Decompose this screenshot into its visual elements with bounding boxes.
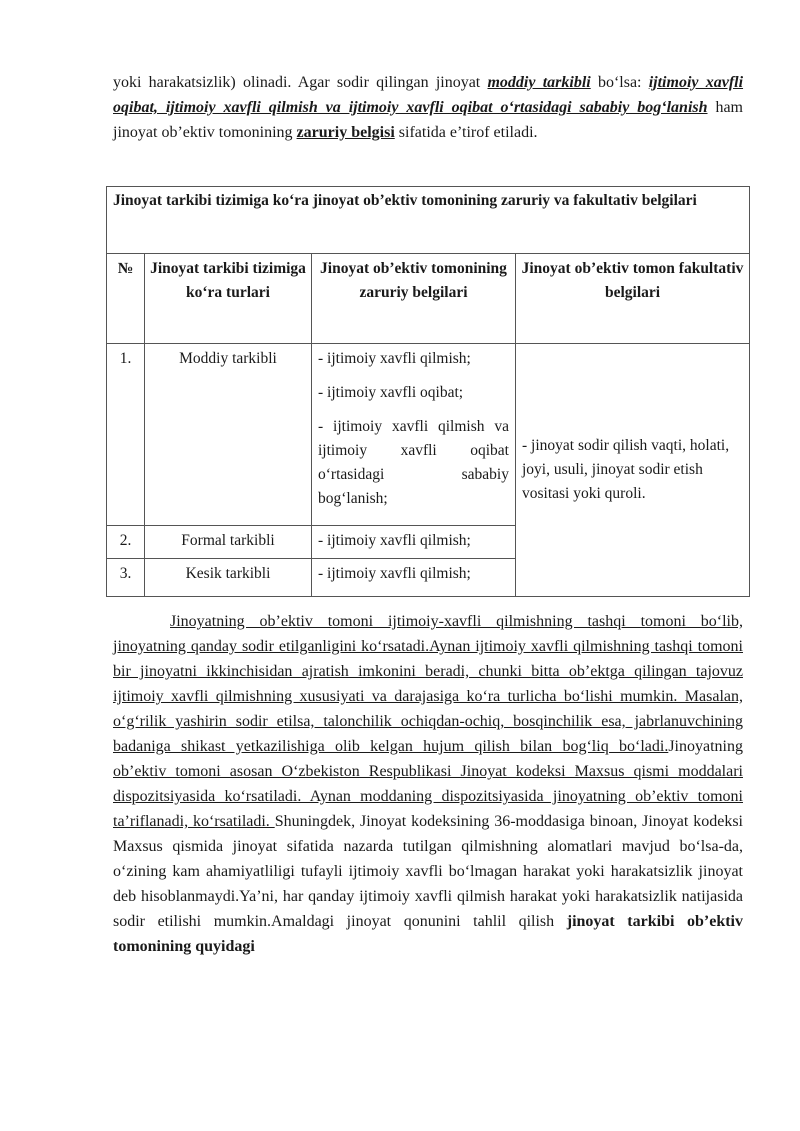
row-number: 1.	[107, 344, 145, 526]
row-number: 3.	[107, 559, 145, 597]
row-required-signs	[312, 344, 516, 526]
sign-item: - ijtimoiy xavfli qilmish;	[318, 532, 471, 549]
sign-item: - ijtimoiy xavfli qilmish;	[318, 350, 471, 367]
header-optional-signs: Jinoyat ob’ektiv tomon fakultativ belgilari	[516, 254, 750, 344]
body-text-1: Jinoyatning	[668, 738, 743, 755]
intro-emphasis-consequence: ijtimoiy xavfli oqibat, ijtimoiy xavfli qilmish va ijtimoiy xavfli oqibat o‘rtasidagi sababiy bog‘lanish	[113, 74, 744, 116]
body-paragraph	[113, 609, 743, 959]
body-text-bold: jinoyat tarkibi ob’ektiv tomonining quyidagi	[113, 913, 743, 955]
header-required-signs: Jinoyat ob’ektiv tomonining zaruriy belgilari	[312, 254, 516, 344]
intro-text-2: bo‘lsa:	[590, 74, 649, 91]
signs-table	[106, 186, 750, 597]
intro-paragraph	[113, 70, 743, 145]
intro-text-1: yoki harakatsizlik) olinadi. Agar sodir qilingan jinoyat	[113, 74, 488, 91]
body-text-underlined-2: ob’ektiv tomoni asosan O‘zbekiston Respublikasi Jinoyat kodeksi Maxsus qismi moddalari dispozitsiyasida ko‘rsatiladi. Aynan moddaning dispozitsiyasida jinoyatning ob’ektiv tomoni ta’riflanadi, ko‘rsatiladi.	[113, 763, 743, 830]
header-types: Jinoyat tarkibi tizimiga ko‘ra turlari	[145, 254, 312, 344]
body-text-2: Shuningdek, Jinoyat kodeksining 36-moddasiga binoan, Jinoyat kodeksi Maxsus qismida jinoyat sifatida nazarda tutilgan qilmishning alomatlari mavjud bo‘lsa-da, o‘zining kam ahamiyatliligi tufayli ijtimoiy xavfli bo‘lmagan harakat yoki harakatsizlik jinoyat deb hisoblanmaydi.Ya’ni, har qanday ijtimoiy xavfli qilmish harakat yoki harakatsizlik natijasida sodir etilishi mumkin.Amaldagi jinoyat qonunini tahlil qilish	[113, 813, 743, 930]
table-title: Jinoyat tarkibi tizimiga ko‘ra jinoyat ob’ektiv tomonining zaruriy va fakultativ belgilari	[107, 187, 750, 254]
sign-item: - ijtimoiy xavfli oqibat;	[318, 384, 464, 401]
intro-text-3: ham jinoyat ob’ektiv tomonining	[113, 99, 744, 141]
row-type: Kesik tarkibli	[145, 559, 312, 597]
intro-text-4: sifatida e’tirof etiladi.	[394, 124, 538, 141]
row-number: 2.	[107, 526, 145, 559]
row-required-signs	[312, 526, 516, 559]
row-type: Moddiy tarkibli	[145, 344, 312, 526]
body-text-underlined-1: Jinoyatning ob’ektiv tomoni ijtimoiy-xavfli qilmishning tashqi tomoni bo‘lib, jinoyatning qanday sodir etilganligini ko‘rsatadi.Aynan ijtimoiy xavfli qilmishning tashqi tomoni bir jinoyatni ikkinchisidan ajratish imkonini beradi, chunki bitta ob’ektga qilingan tajovuz ijtimoiy xavfli qilmishning xususiyati va darajasiga ko‘ra turlicha bo‘lishi mumkin. Masalan, o‘g‘rilik yashirin sodir etilsa, talonchilik ochiqdan-ochiq, bosqinchilik esa, jabrlanuvchining badaniga shikast yetkazilishiga olib kelgan hujum qilish bilan bog‘liq bo‘ladi.	[113, 613, 743, 755]
optional-signs-cell: - jinoyat sodir qilish vaqti, holati, joyi, usuli, jinoyat sodir etish vositasi yoki quroli.	[516, 344, 750, 597]
row-required-signs	[312, 559, 516, 597]
row-type: Formal tarkibli	[145, 526, 312, 559]
sign-item: - ijtimoiy xavfli qilmish va ijtimoiy xavfli oqibat o‘rtasidagi sababiy bog‘lanish;	[318, 418, 509, 507]
header-number: №	[107, 254, 145, 344]
intro-emphasis-required-sign: zaruriy belgisi	[296, 124, 395, 141]
table-row	[107, 344, 750, 526]
sign-item: - ijtimoiy xavfli qilmish;	[318, 565, 471, 582]
intro-emphasis-material: moddiy tarkibli	[487, 74, 591, 91]
